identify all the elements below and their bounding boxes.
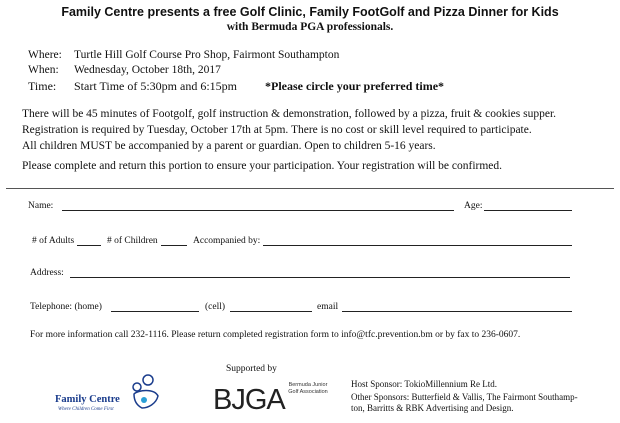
body-paragraph-1: There will be 45 minutes of Footgolf, golf instruction & demonstration, followed by a pizza, fruit & cookies supper. [22, 108, 557, 120]
name-field[interactable] [62, 210, 454, 211]
family-centre-tagline: Where Children Come First [58, 407, 114, 412]
host-sponsor: Host Sponsor: TokioMillennium Re Ltd. [351, 379, 497, 389]
page-subtitle: with Bermuda PGA professionals. [226, 21, 394, 33]
time-value: Start Time of 5:30pm and 6:15pm [74, 79, 238, 93]
cut-divider [6, 188, 614, 189]
time-label: Time: [28, 79, 57, 93]
accompanied-label: Accompanied by: [193, 236, 261, 246]
page-title: Family Centre presents a free Golf Clinic, Family FootGolf and Pizza Dinner for Kids [61, 5, 559, 19]
family-centre-logo: Family Centre [55, 394, 120, 405]
where-label: Where: [28, 49, 62, 61]
bjga-full-name: Bermuda Junior Golf Association [288, 382, 328, 395]
supported-by: Supported by [226, 364, 277, 374]
accompanied-field[interactable] [263, 245, 572, 246]
address-field[interactable] [70, 277, 570, 278]
cell-field[interactable] [230, 311, 312, 312]
body-paragraph-3: All children MUST be accompanied by a parent or guardian. Open to children 5-16 years. [22, 140, 436, 152]
age-field[interactable] [484, 210, 572, 211]
email-field[interactable] [342, 311, 572, 312]
children-field[interactable] [161, 245, 187, 246]
when-label: When: [28, 64, 59, 76]
name-label: Name: [28, 201, 54, 211]
family-centre-figures-icon [128, 374, 162, 412]
email-label: email [317, 302, 339, 312]
adults-label: # of Adults [32, 236, 75, 246]
other-sponsors-line-1: Other Sponsors: Butterfield & Vallis, The Fairmont Southamp- [351, 392, 578, 402]
telephone-label: Telephone: (home) [30, 302, 102, 312]
children-label: # of Children [107, 236, 158, 246]
telephone-field[interactable] [111, 311, 199, 312]
adults-field[interactable] [77, 245, 101, 246]
contact-info: For more information call 232-1116. Please return completed registration form to info@tfc.prevention.bm or by fax to 236-0607. [30, 330, 521, 340]
time-note: *Please circle your preferred time* [265, 79, 445, 93]
other-sponsors-line-2: ton, Barritts & RBK Advertising and Design. [351, 403, 514, 413]
body-paragraph-4: Please complete and return this portion to ensure your participation. Your registration will be confirmed. [22, 160, 503, 172]
cell-label: (cell) [205, 302, 226, 312]
age-label: Age: [464, 201, 483, 211]
body-paragraph-2: Registration is required by Tuesday, October 17th at 5pm. There is no cost or skill level required to participate. [22, 124, 532, 136]
when-value: Wednesday, October 18th, 2017 [74, 64, 221, 76]
bjga-logo: BJGA [213, 384, 285, 416]
where-value: Turtle Hill Golf Course Pro Shop, Fairmont Southampton [74, 49, 340, 61]
address-label: Address: [30, 268, 64, 278]
